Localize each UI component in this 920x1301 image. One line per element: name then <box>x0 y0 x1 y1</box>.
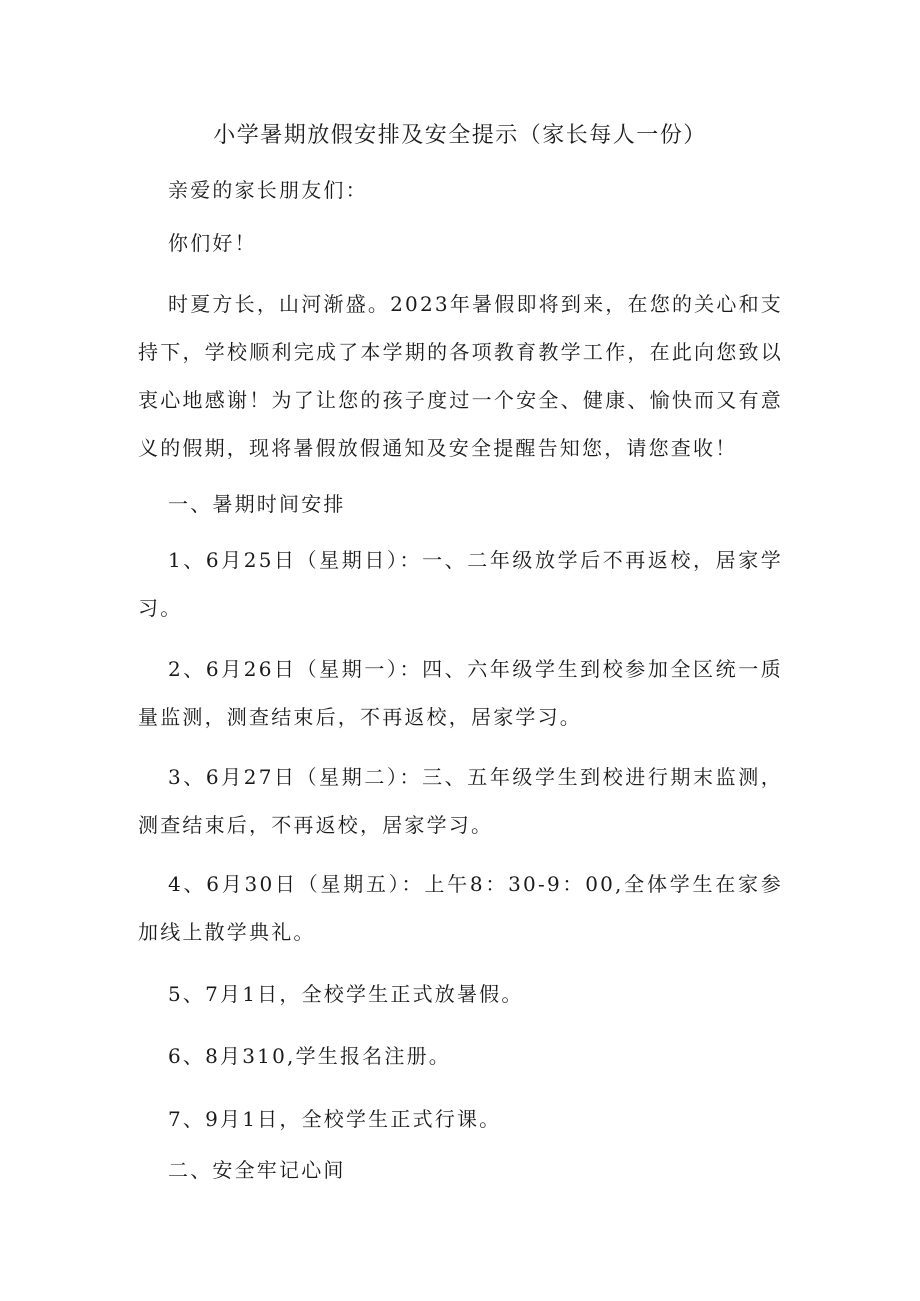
intro-paragraph: 时夏方长，山河渐盛。2023年暑假即将到来，在您的关心和支持下，学校顺利完成了本学期的各项教育教学工作，在此向您致以衷心地感谢！为了让您的孩子度过一个安全、健康、愉快而又有意义的假期，现将暑假放假通知及安全提醒告知您，请您查收！ <box>138 292 783 460</box>
schedule-item: 3、6月27日（星期二）：三、五年级学生到校进行期末监测，测查结束后，不再返校，居家学习。 <box>138 765 783 837</box>
section-heading-safety: 二、安全牢记心间 <box>168 1158 346 1182</box>
schedule-item: 4、6月30日（星期五）：上午8：30-9：00,全体学生在家参加线上散学典礼。 <box>138 872 783 944</box>
schedule-item: 2、6月26日（星期一）：四、六年级学生到校参加全区统一质量监测，测查结束后，不再返校，居家学习。 <box>138 657 783 729</box>
schedule-item: 7、9月1日，全校学生正式行课。 <box>168 1107 502 1131</box>
schedule-item: 1、6月25日（星期日）：一、二年级放学后不再返校，居家学习。 <box>138 548 783 620</box>
section-heading-schedule: 一、暑期时间安排 <box>168 492 346 516</box>
salutation: 亲爱的家长朋友们： <box>168 178 368 202</box>
document-title: 小学暑期放假安排及安全提示（家长每人一份） <box>213 123 707 148</box>
greeting: 你们好！ <box>168 231 257 255</box>
schedule-item: 6、8月310,学生报名注册。 <box>168 1044 451 1068</box>
schedule-item: 5、7月1日，全校学生正式放暑假。 <box>168 982 524 1006</box>
